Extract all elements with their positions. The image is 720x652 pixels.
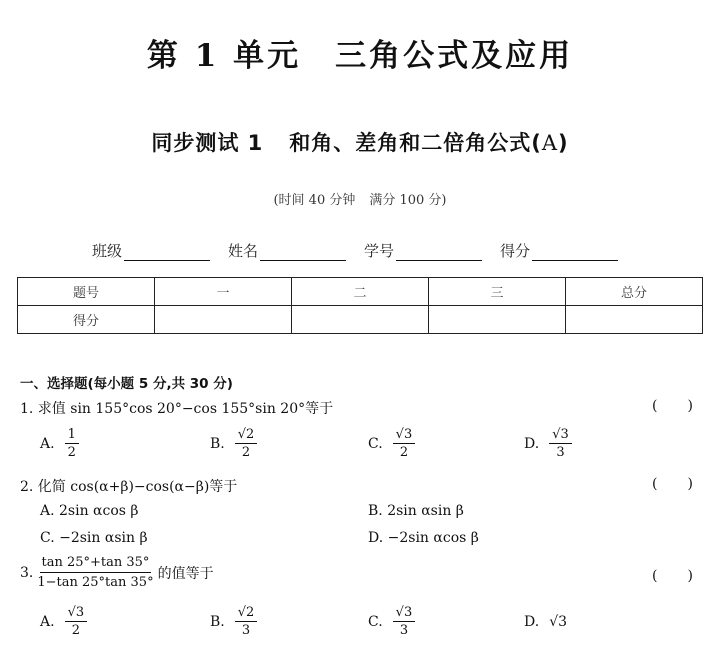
name-field[interactable]: 姓名 [228, 240, 346, 261]
q1-option-d[interactable]: D. $\frac{√3}{3}$ [524, 428, 572, 459]
fraction: $\frac{√2}{3}$ [235, 606, 258, 637]
student-info-row [92, 240, 618, 261]
answer-paren[interactable]: ( ) [652, 398, 693, 414]
test-variant: A [541, 131, 559, 155]
q3-option-c[interactable]: C. $\frac{√3}{3}$ [368, 606, 415, 637]
fill-line[interactable] [260, 244, 346, 261]
question-3-stem: 3. $\frac{\tan 25^\circ+\tan 35^\circ}{1-\tan 25^\circ\tan 35^\circ}$ 的值等于 [20, 555, 214, 590]
q1-option-c[interactable]: C. $\frac{√3}{2}$ [368, 428, 415, 459]
header-cell: 三 [429, 278, 566, 306]
row-label: 得分 [18, 306, 155, 334]
score-table-row [18, 306, 703, 334]
fraction: $\frac{√3}{3}$ [549, 428, 572, 459]
unit-title [0, 30, 720, 75]
unit-label: 第 1 单元 [146, 38, 302, 74]
student-id-field[interactable]: 学号 [364, 240, 482, 261]
answer-paren[interactable]: ( ) [652, 476, 693, 492]
score-cell[interactable] [155, 306, 292, 334]
q2-option-d[interactable]: D. −2sin αcos β [368, 530, 479, 546]
answer-paren[interactable]: ( ) [652, 568, 693, 584]
q2-option-c[interactable]: C. −2sin αsin β [40, 530, 148, 546]
unit-topic: 三角公式及应用 [335, 38, 574, 74]
fraction: $\frac{\tan 25^\circ+\tan 35^\circ}{1-\tan 25^\circ\tan 35^\circ}$ [37, 555, 154, 590]
test-topic: 和角、差角和二倍角公式( [289, 131, 542, 155]
score-table [17, 277, 703, 334]
question-2-stem: 2. 化简 cos(α+β)−cos(α−β)等于 [20, 479, 238, 495]
q3-option-d[interactable]: D. √3 [524, 614, 568, 630]
header-cell: 总分 [566, 278, 703, 306]
score-cell[interactable] [566, 306, 703, 334]
header-cell: 一 [155, 278, 292, 306]
time-note [0, 189, 720, 208]
time-limit: (时间 40 分钟 [273, 193, 356, 208]
test-close: ) [558, 131, 569, 155]
fill-line[interactable] [396, 244, 482, 261]
question-1-stem: 1. 求值 sin 155°cos 20°−cos 155°sin 20°等于 [20, 401, 334, 417]
fill-line[interactable] [532, 244, 618, 261]
q1-option-b[interactable]: B. $\frac{√2}{2}$ [210, 428, 257, 459]
header-cell: 题号 [18, 278, 155, 306]
q2-option-a[interactable]: A. 2sin αcos β [40, 503, 139, 519]
score-field[interactable]: 得分 [500, 240, 618, 261]
class-field[interactable]: 班级 [92, 240, 210, 261]
header-cell: 二 [292, 278, 429, 306]
section-heading: 一、选择题(每小题 5 分,共 30 分) [20, 376, 233, 392]
q3-option-b[interactable]: B. $\frac{√2}{3}$ [210, 606, 257, 637]
test-label: 同步测试 1 [151, 131, 264, 155]
q1-option-a[interactable]: A. $\frac{1}{2}$ [40, 428, 79, 459]
fraction: $\frac{1}{2}$ [65, 428, 79, 459]
score-cell[interactable] [429, 306, 566, 334]
test-title [0, 127, 720, 157]
fill-line[interactable] [124, 244, 210, 261]
fraction: $\frac{√3}{2}$ [393, 428, 416, 459]
score-table-header [18, 278, 703, 306]
q2-option-b[interactable]: B. 2sin αsin β [368, 503, 464, 519]
q3-option-a[interactable]: A. $\frac{√3}{2}$ [40, 606, 87, 637]
fraction: $\frac{√3}{2}$ [65, 606, 88, 637]
fraction: $\frac{√2}{2}$ [235, 428, 258, 459]
score-cell[interactable] [292, 306, 429, 334]
full-score: 满分 100 分) [369, 193, 447, 208]
fraction: $\frac{√3}{3}$ [393, 606, 416, 637]
